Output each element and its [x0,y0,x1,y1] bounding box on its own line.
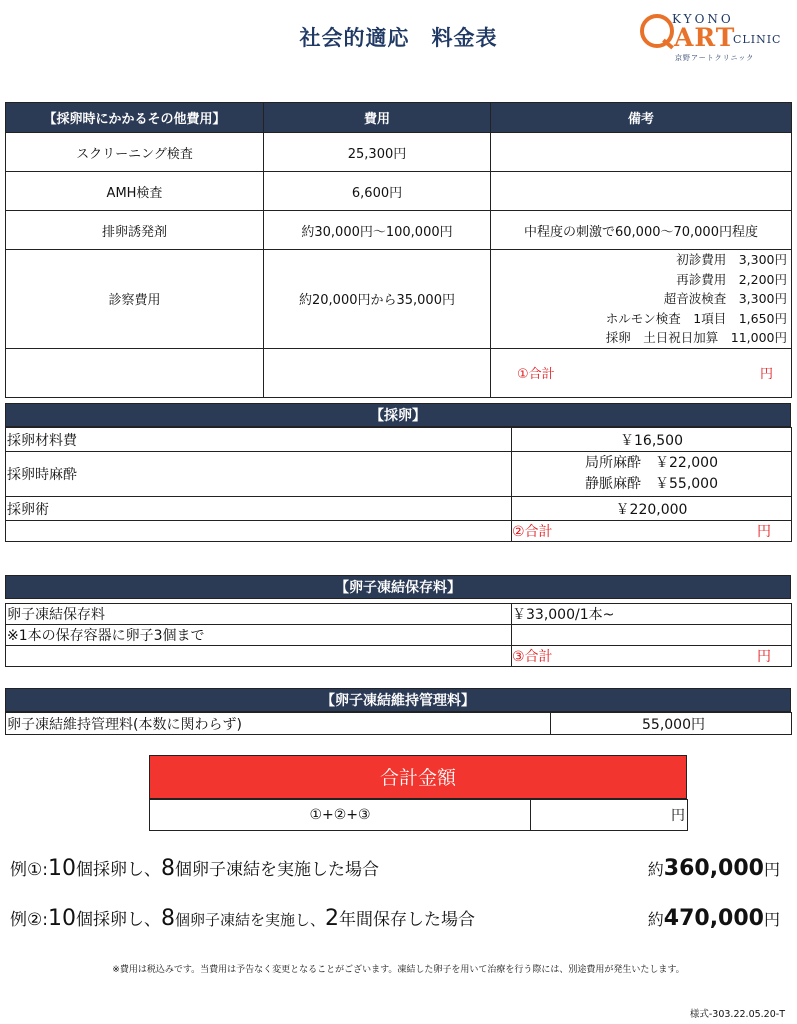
example-num: 8 [160,856,175,881]
example-num: 8 [160,906,175,931]
total-formula: ①+②+③ [150,800,531,831]
total-unit: 円 [531,800,688,831]
subtotal-label: ①合計 [517,367,555,382]
maintenance-value: 55,000円 [551,713,792,735]
example-text-part: 個卵子凍結を実施した場合 [174,860,379,880]
subtotal-label: ②合計 [512,524,553,540]
amount-value: 360,000 [663,856,764,881]
table-row [6,428,792,452]
retrieval-item: 採卵材料費 [6,428,512,452]
subtotal-unit: 円 [757,524,771,540]
form-code: 様式-303.22.05.20-T [689,1009,785,1020]
example-text-part: 個採卵し、 [75,910,161,930]
table-row [150,800,688,831]
maintenance-item: 卵子凍結維持管理料(本数に関わらず) [6,713,551,735]
fee-item: AMH検査 [6,172,264,211]
fee-cost: 25,300円 [264,133,491,172]
table-row [6,625,792,646]
empty-cell [6,348,264,397]
storage-note: ※1本の保存容器に卵子3個まで [6,625,512,646]
storage-value: ￥33,000/1本~ [512,604,792,625]
fee-cost: 約20,000円から35,000円 [264,250,491,349]
note-line: 採卵 土日祝日加算 11,000円 [605,330,787,345]
fee-item: スクリーニング検査 [6,133,264,172]
fee-cost: 約30,000円～100,000円 [264,211,491,250]
example-num: 10 [47,906,76,931]
subtotal-cell [512,521,792,542]
fee-note-lines [491,250,792,349]
subtotal-row [6,646,792,667]
example-prefix: 例①: [10,860,48,880]
maintenance-header: 【卵子凍結維持管理料】 [5,688,791,712]
clinic-logo [640,12,790,72]
subtotal-unit: 円 [759,367,773,382]
table-row [6,211,792,250]
table-row [6,497,792,521]
table-row [6,172,792,211]
example-1 [10,855,780,881]
table-row [6,133,792,172]
retrieval-item: 採卵時麻酔 [6,452,512,497]
storage-value [512,625,792,646]
example-2 [10,905,780,931]
amount-prefix: 約 [647,860,664,879]
subtotal-unit: 円 [757,649,771,665]
subtotal-cell [491,348,792,397]
fee-note: 中程度の刺激で60,000～70,000円程度 [491,211,792,250]
fee-cost: 6,600円 [264,172,491,211]
amount-value: 470,000 [663,906,764,931]
header-note: 備考 [491,103,792,133]
example-amount [648,906,780,931]
other-fees-table [5,102,792,398]
title-right: 料金表 [431,26,498,50]
retrieval-value: ￥220,000 [512,497,792,521]
note-line: 超音波検査 3,300円 [663,291,787,306]
amount-unit: 円 [763,910,780,929]
logo-jp: 京野アートクリニック [675,54,755,62]
anesthesia-iv: 静脈麻酔 ￥55,000 [585,476,718,492]
anesthesia-local: 局所麻酔 ￥22,000 [585,455,718,471]
amount-prefix: 約 [647,910,664,929]
retrieval-value-lines [512,452,792,497]
logo-art: ART [674,23,736,52]
fee-note [491,172,792,211]
amount-unit: 円 [763,860,780,879]
storage-item: 卵子凍結保存料 [6,604,512,625]
logo-clinic: CLINIC [733,33,782,46]
logo-kyono: KYONO [672,12,734,26]
retrieval-value: ￥16,500 [512,428,792,452]
empty-cell [264,348,491,397]
example-text [10,855,379,881]
note-line: ホルモン検査 1項目 1,650円 [605,310,787,326]
table-row [6,250,792,349]
fee-note [491,133,792,172]
egg-retrieval-header: 【採卵】 [5,403,791,427]
table-row [6,452,792,497]
subtotal-row [6,521,792,542]
subtotal-cell [512,646,792,667]
total-table [149,799,688,831]
title-left: 社会的適応 [299,26,410,50]
example-text-part: 年間保存した場合 [338,910,475,930]
table-row [6,713,792,735]
empty-cell [6,646,512,667]
fee-item: 診察費用 [6,250,264,349]
header-item: 【採卵時にかかるその他費用】 [6,103,264,133]
egg-retrieval-table [5,427,792,542]
maintenance-table [5,712,792,735]
example-text-part: 個卵子凍結を実施し、 [174,911,325,929]
example-num: 10 [47,856,76,881]
note-line: 初診費用 3,300円 [676,252,787,267]
footnote: ※費用は税込みです。当費用は予告なく変更となることがございます。凍結した卵子を用いて治療を行う際には、別途費用が発生いたします。 [112,965,685,975]
note-line: 再診費用 2,200円 [676,271,787,287]
empty-cell [6,521,512,542]
example-text-part: 個採卵し、 [75,860,161,880]
example-amount [648,856,780,881]
subtotal-label: ③合計 [512,649,553,665]
fee-item: 排卵誘発剤 [6,211,264,250]
storage-table [5,603,792,667]
table-row [6,604,792,625]
example-num: 2 [324,906,339,931]
retrieval-item: 採卵術 [6,497,512,521]
header-cost: 費用 [264,103,491,133]
example-prefix: 例②: [10,910,48,930]
storage-header: 【卵子凍結保存料】 [5,575,791,599]
subtotal-row [6,348,792,397]
total-header: 合計金額 [149,755,687,799]
example-text [10,905,475,931]
